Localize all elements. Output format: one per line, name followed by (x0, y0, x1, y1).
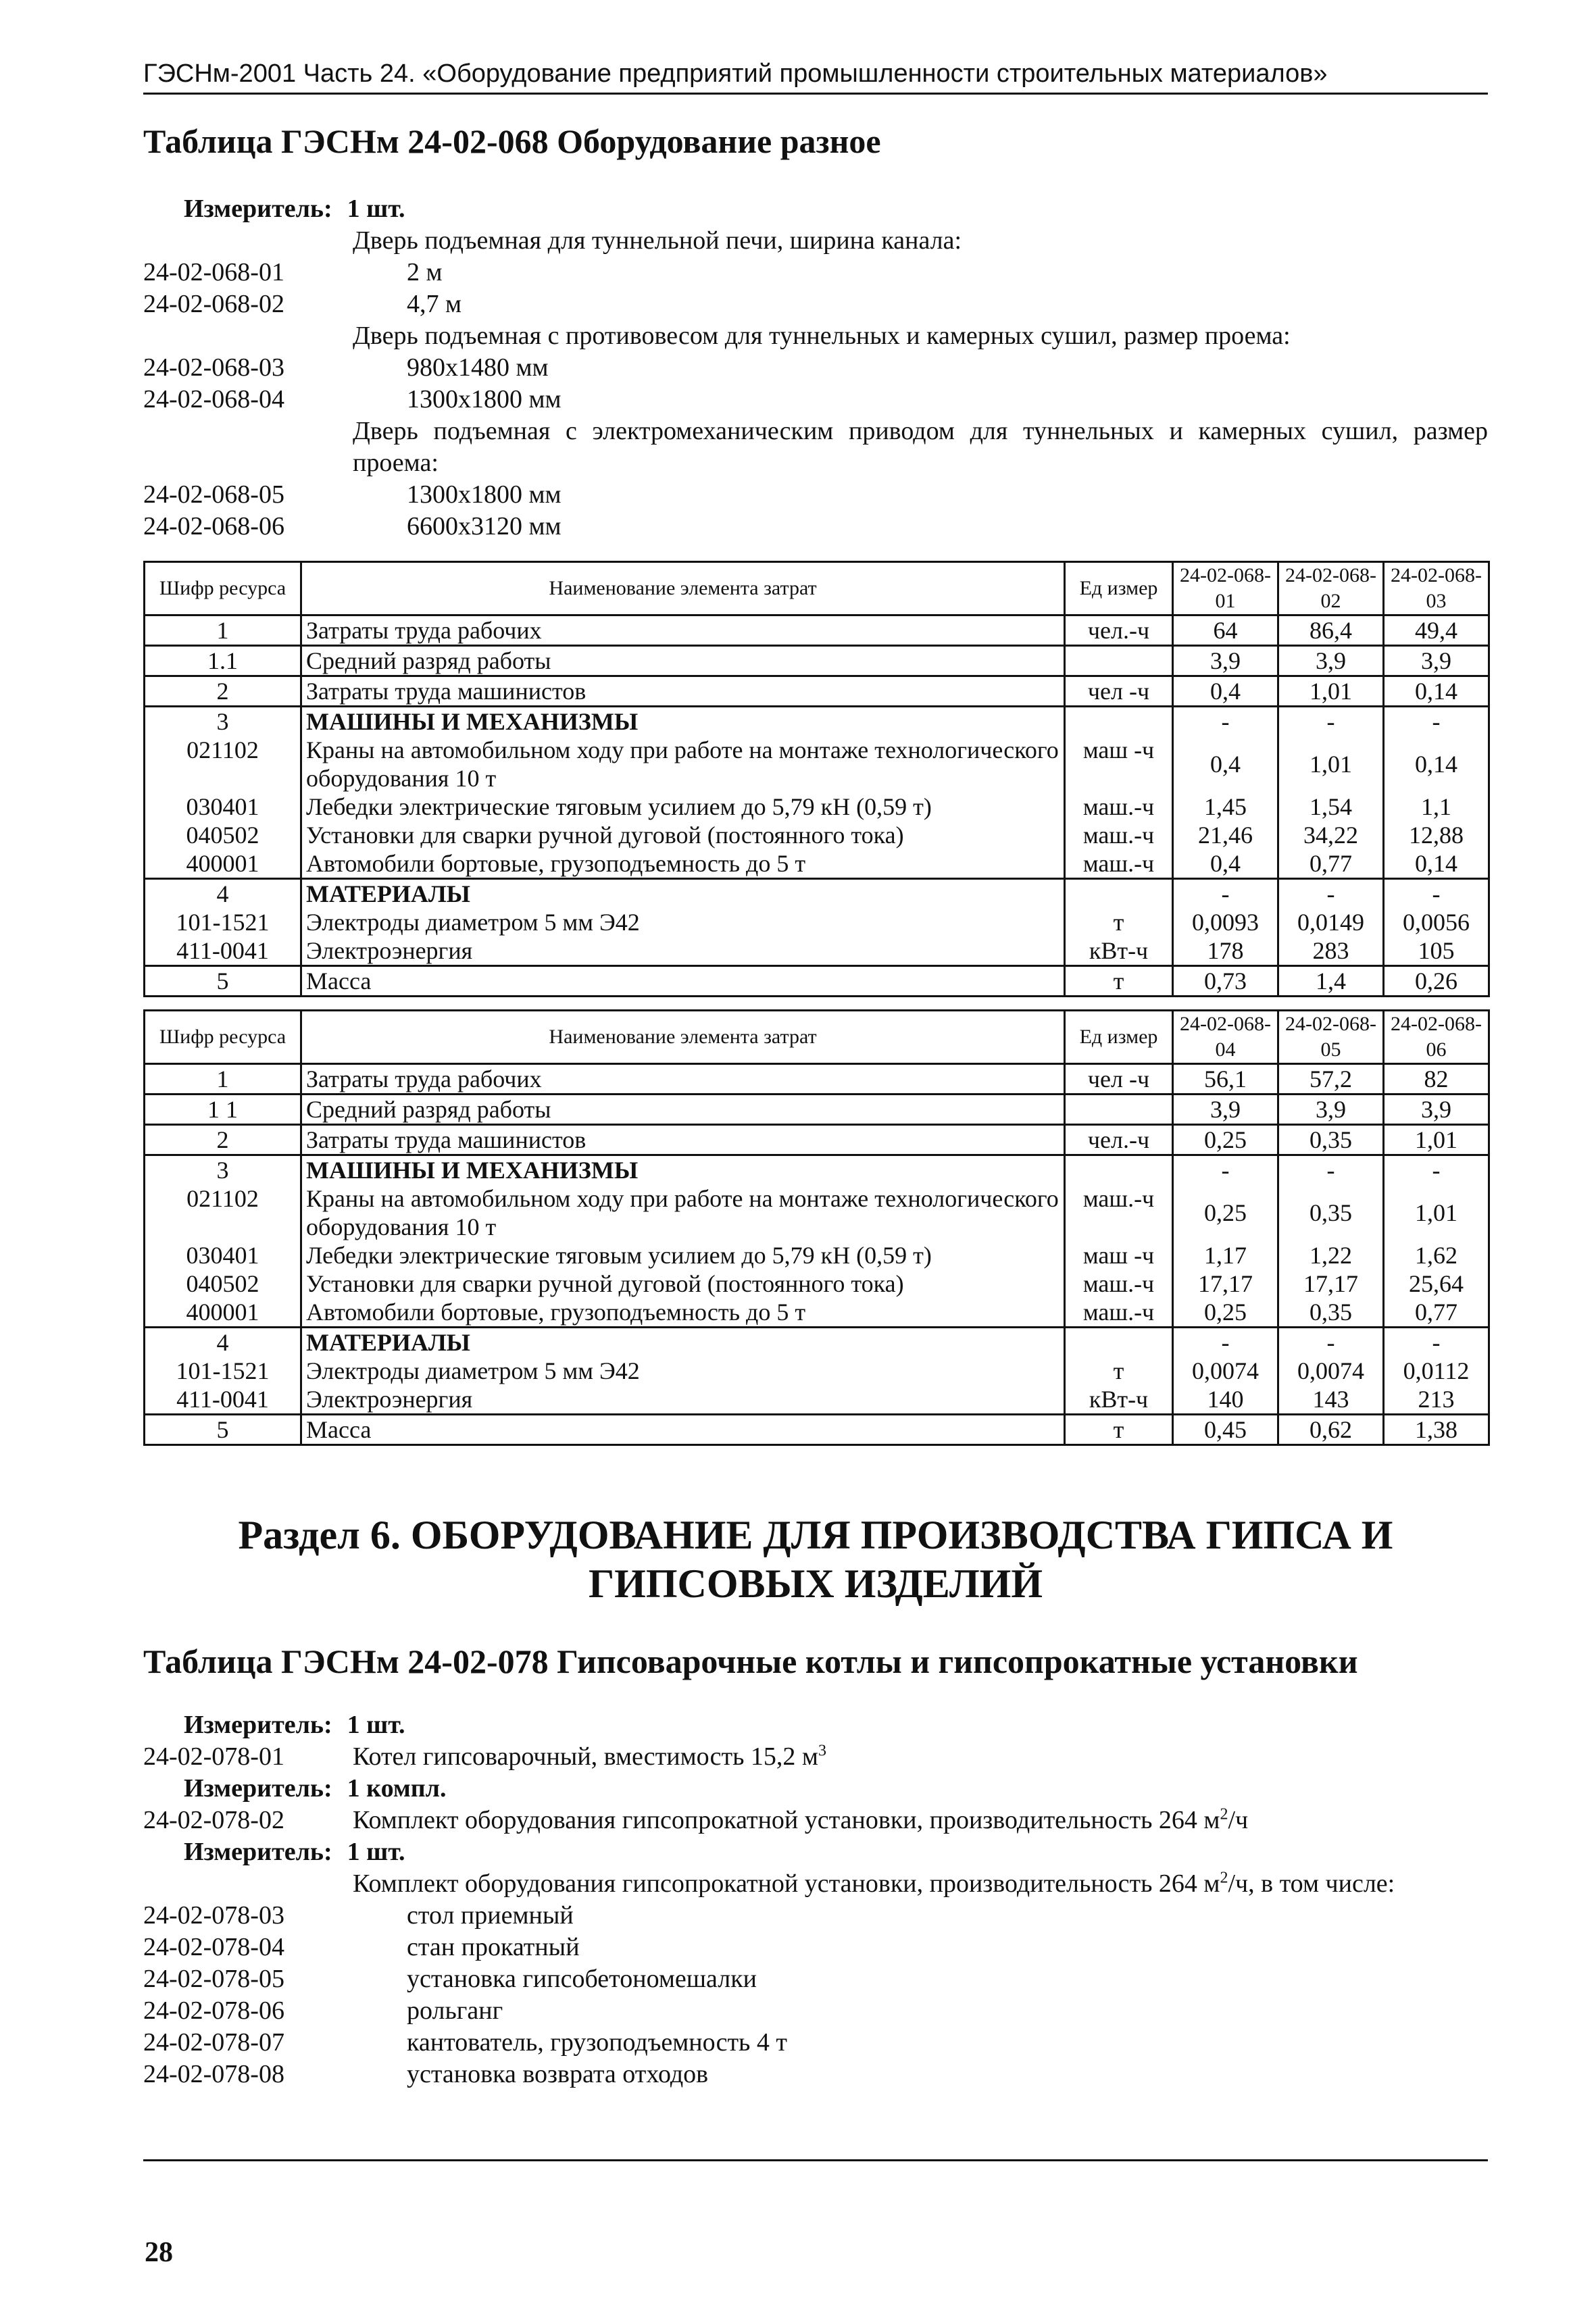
table-title-078: Таблица ГЭСНм 24-02-078 Гипсоварочные котлы и гипсопрокатные установки (143, 1642, 1358, 1680)
value-cell: 0,35 (1278, 1125, 1384, 1155)
item-code: 24-02-078-08 (143, 2060, 284, 2088)
value-cell: 64 (1173, 615, 1278, 646)
value-cell: 0,26 (1384, 966, 1489, 997)
item-text: Комплект оборудования гипсопрокатной установки, производительность 264 $м^2/ч$ (353, 1805, 1249, 1834)
code-cell: 101-1521 (145, 1357, 301, 1385)
value-cell: - (1384, 1328, 1489, 1357)
item-code: 24-02-068-02 (143, 290, 284, 318)
table-row (145, 936, 1489, 966)
value-cell: 0,0074 (1173, 1357, 1278, 1385)
bottom-rule (143, 2159, 1488, 2161)
code-cell: 3 (145, 1155, 301, 1185)
item-text: установка возврата отходов (407, 2060, 709, 2088)
value-cell: 12,88 (1384, 821, 1489, 849)
name-cell: Краны на автомобильном ходу при работе на монтаже технологического оборудования 10 т (301, 736, 1065, 793)
code-cell: 1 (145, 615, 301, 646)
value-cell: 1,17 (1173, 1241, 1278, 1269)
name-cell: Средний разряд работы (301, 646, 1065, 676)
value-cell: 82 (1384, 1064, 1489, 1095)
table-row (145, 849, 1489, 879)
code-cell: 5 (145, 1415, 301, 1445)
code-cell: 1.1 (145, 646, 301, 676)
value-cell: 3,9 (1384, 1095, 1489, 1125)
unit-cell: чел -ч (1065, 1064, 1173, 1095)
table-row (145, 879, 1489, 909)
unit-cell (1065, 707, 1173, 736)
item-code: 24-02-078-03 (143, 1901, 284, 1930)
item-text: 1300x1800 мм (407, 385, 562, 413)
table-row (145, 1298, 1489, 1328)
table-row (145, 736, 1489, 793)
value-cell: 0,0149 (1278, 908, 1384, 936)
value-cell: 0,0093 (1173, 908, 1278, 936)
code-cell: 411-0041 (145, 936, 301, 966)
measure-line: Измеритель: 1 компл. (184, 1774, 447, 1803)
name-cell: Автомобили бортовые, грузоподъемность до 5 т (301, 849, 1065, 879)
value-cell: 1,1 (1384, 793, 1489, 821)
value-cell: 34,22 (1278, 821, 1384, 849)
value-cell: - (1278, 879, 1384, 909)
unit-cell: маш.-ч (1065, 849, 1173, 879)
code-cell: 411-0041 (145, 1385, 301, 1415)
name-cell: МАШИНЫ И МЕХАНИЗМЫ (301, 1155, 1065, 1185)
code-cell: 5 (145, 966, 301, 997)
value-cell: 1,45 (1173, 793, 1278, 821)
measure-line: Измеритель: 1 шт. (184, 1711, 405, 1739)
value-cell: - (1384, 707, 1489, 736)
unit-cell: т (1065, 908, 1173, 936)
value-cell: 17,17 (1173, 1269, 1278, 1298)
table-row (145, 1064, 1489, 1095)
table-row (145, 1328, 1489, 1357)
unit-cell (1065, 879, 1173, 909)
running-header: ГЭСНм-2001 Часть 24. «Оборудование предприятий промышленности строительных материалов» (143, 59, 1488, 95)
item-code: 24-02-078-04 (143, 1933, 284, 1961)
table-row (145, 707, 1489, 736)
unit-cell (1065, 1328, 1173, 1357)
name-cell: Электроэнергия (301, 1385, 1065, 1415)
value-cell: 21,46 (1173, 821, 1278, 849)
value-cell: 283 (1278, 936, 1384, 966)
table-row (145, 1125, 1489, 1155)
value-cell: 0,4 (1173, 849, 1278, 879)
table-row (145, 793, 1489, 821)
table-row (145, 1385, 1489, 1415)
name-cell: Электроды диаметром 5 мм Э42 (301, 908, 1065, 936)
item-text: установка гипсобетономешалки (407, 1965, 757, 1993)
page-number: 28 (145, 2237, 173, 2268)
item-code: 24-02-068-01 (143, 258, 284, 286)
value-cell: 213 (1384, 1385, 1489, 1415)
value-cell: 3,9 (1278, 1095, 1384, 1125)
table-row (145, 1269, 1489, 1298)
code-cell: 4 (145, 1328, 301, 1357)
table-row (145, 1357, 1489, 1385)
col-header-name: Наименование элемента затрат (301, 1011, 1065, 1064)
value-cell: 25,64 (1384, 1269, 1489, 1298)
measure-line: Измеритель: 1 шт. (184, 1838, 405, 1866)
table-row (145, 1155, 1489, 1185)
table-row (145, 615, 1489, 646)
item-code: 24-02-078-07 (143, 2028, 284, 2057)
unit-cell (1065, 646, 1173, 676)
name-cell: Масса (301, 1415, 1065, 1445)
name-cell: Электроэнергия (301, 936, 1065, 966)
item-code: 24-02-078-05 (143, 1965, 284, 1993)
item-code: 24-02-068-03 (143, 353, 284, 382)
code-cell: 400001 (145, 849, 301, 879)
unit-cell: маш -ч (1065, 736, 1173, 793)
item-text: кантователь, грузоподъемность 4 т (407, 2028, 787, 2057)
col-header-rate: 24-02-068-05 (1278, 1011, 1384, 1064)
code-cell: 101-1521 (145, 908, 301, 936)
col-header-unit: Ед измер (1065, 562, 1173, 615)
unit-cell: чел.-ч (1065, 615, 1173, 646)
code-cell: 2 (145, 676, 301, 707)
name-cell: Установки для сварки ручной дуговой (постоянного тока) (301, 821, 1065, 849)
value-cell: 56,1 (1173, 1064, 1278, 1095)
name-cell: Затраты труда машинистов (301, 676, 1065, 707)
name-cell: Средний разряд работы (301, 1095, 1065, 1125)
spec-068 (143, 193, 1488, 543)
value-cell: 3,9 (1384, 646, 1489, 676)
section-title-line: Раздел 6. ОБОРУДОВАНИЕ ДЛЯ ПРОИЗВОДСТВА ГИПСА И (238, 1513, 1393, 1557)
value-cell: 0,14 (1384, 676, 1489, 707)
measure-line: Измеритель: 1 шт. (184, 195, 405, 223)
resource-table-068-04-06 (143, 1009, 1490, 1446)
value-cell: 1,38 (1384, 1415, 1489, 1445)
unit-cell: т (1065, 1415, 1173, 1445)
code-cell: 4 (145, 879, 301, 909)
value-cell: 0,35 (1278, 1184, 1384, 1241)
unit-cell: маш.-ч (1065, 793, 1173, 821)
value-cell: 1,22 (1278, 1241, 1384, 1269)
value-cell: 0,62 (1278, 1415, 1384, 1445)
name-cell: МАТЕРИАЛЫ (301, 1328, 1065, 1357)
col-header-rate: 24-02-068-01 (1173, 562, 1278, 615)
col-header-name: Наименование элемента затрат (301, 562, 1065, 615)
value-cell: 178 (1173, 936, 1278, 966)
code-cell: 021102 (145, 1184, 301, 1241)
group-heading: Дверь подъемная с электромеханическим приводом для туннельных и камерных сушил, размер проема: (353, 417, 1488, 477)
group-heading: Комплект оборудования гипсопрокатной установки, производительность 264 $м^2/ч$, в том числе: (353, 1869, 1395, 1898)
value-cell: 105 (1384, 936, 1489, 966)
value-cell: 3,9 (1173, 1095, 1278, 1125)
unit-cell (1065, 1155, 1173, 1185)
col-header-rate: 24-02-068-02 (1278, 562, 1384, 615)
code-cell: 1 1 (145, 1095, 301, 1125)
item-code: 24-02-068-04 (143, 385, 284, 413)
code-cell: 040502 (145, 1269, 301, 1298)
item-code: 24-02-078-01 (143, 1742, 284, 1771)
section-title-line: ГИПСОВЫХ ИЗДЕЛИЙ (588, 1561, 1043, 1606)
col-header-rate: 24-02-068-03 (1384, 562, 1489, 615)
code-cell: 400001 (145, 1298, 301, 1328)
item-text: 980x1480 мм (407, 353, 549, 382)
col-header-code: Шифр ресурса (145, 562, 301, 615)
value-cell: 1,01 (1278, 736, 1384, 793)
value-cell: - (1173, 879, 1278, 909)
code-cell: 040502 (145, 821, 301, 849)
unit-cell: кВт-ч (1065, 936, 1173, 966)
item-text: 4,7 м (407, 290, 462, 318)
value-cell: 0,25 (1173, 1125, 1278, 1155)
name-cell: Лебедки электрические тяговым усилием до 5,79 кН (0,59 т) (301, 793, 1065, 821)
value-cell: 0,45 (1173, 1415, 1278, 1445)
value-cell: 0,4 (1173, 736, 1278, 793)
value-cell: 3,9 (1278, 646, 1384, 676)
table-row (145, 676, 1489, 707)
name-cell: Затраты труда машинистов (301, 1125, 1065, 1155)
table-row (145, 1415, 1489, 1445)
item-text: 6600x3120 мм (407, 512, 562, 540)
item-text: стол приемный (407, 1901, 574, 1930)
resource-table-068-01-03 (143, 561, 1490, 997)
unit-cell: чел.-ч (1065, 1125, 1173, 1155)
name-cell: Затраты труда рабочих (301, 615, 1065, 646)
value-cell: 86,4 (1278, 615, 1384, 646)
value-cell: 1,4 (1278, 966, 1384, 997)
value-cell: 0,77 (1384, 1298, 1489, 1328)
item-code: 24-02-068-06 (143, 512, 284, 540)
value-cell: 49,4 (1384, 615, 1489, 646)
name-cell: МАШИНЫ И МЕХАНИЗМЫ (301, 707, 1065, 736)
code-cell: 3 (145, 707, 301, 736)
value-cell: 0,0056 (1384, 908, 1489, 936)
value-cell: 0,25 (1173, 1184, 1278, 1241)
table-row (145, 646, 1489, 676)
spec-078 (143, 1709, 1488, 2090)
value-cell: - (1278, 1155, 1384, 1185)
value-cell: - (1173, 1328, 1278, 1357)
unit-cell: маш.-ч (1065, 1184, 1173, 1241)
value-cell: 1,01 (1384, 1125, 1489, 1155)
table-title-068: Таблица ГЭСНм 24-02-068 Оборудование разное (143, 122, 881, 160)
value-cell: 17,17 (1278, 1269, 1384, 1298)
value-cell: 3,9 (1173, 646, 1278, 676)
value-cell: 0,77 (1278, 849, 1384, 879)
name-cell: Масса (301, 966, 1065, 997)
value-cell: 1,01 (1278, 676, 1384, 707)
code-cell: 021102 (145, 736, 301, 793)
unit-cell: т (1065, 966, 1173, 997)
value-cell: - (1278, 707, 1384, 736)
unit-cell: маш.-ч (1065, 1298, 1173, 1328)
table-row (145, 1241, 1489, 1269)
unit-cell: т (1065, 1357, 1173, 1385)
col-header-unit: Ед измер (1065, 1011, 1173, 1064)
value-cell: 140 (1173, 1385, 1278, 1415)
value-cell: 57,2 (1278, 1064, 1384, 1095)
item-text: 1300x1800 мм (407, 480, 562, 509)
item-text: рольганг (407, 1996, 503, 2025)
unit-cell: маш -ч (1065, 1241, 1173, 1269)
value-cell: 0,4 (1173, 676, 1278, 707)
table-row (145, 908, 1489, 936)
table-row (145, 1095, 1489, 1125)
unit-cell: маш.-ч (1065, 1269, 1173, 1298)
value-cell: - (1384, 879, 1489, 909)
value-cell: 0,0112 (1384, 1357, 1489, 1385)
col-header-code: Шифр ресурса (145, 1011, 301, 1064)
table-row (145, 1184, 1489, 1241)
item-code: 24-02-068-05 (143, 480, 284, 509)
name-cell: Лебедки электрические тяговым усилием до 5,79 кН (0,59 т) (301, 1241, 1065, 1269)
name-cell: Установки для сварки ручной дуговой (постоянного тока) (301, 1269, 1065, 1298)
unit-cell: чел -ч (1065, 676, 1173, 707)
item-text: Котел гипсоварочный, вместимость 15,2 $м^3$ (353, 1742, 826, 1771)
item-code: 24-02-078-02 (143, 1806, 284, 1834)
group-heading: Дверь подъемная для туннельной печи, ширина канала: (353, 226, 962, 255)
value-cell: 0,73 (1173, 966, 1278, 997)
value-cell: 0,35 (1278, 1298, 1384, 1328)
value-cell: - (1173, 707, 1278, 736)
unit-cell: кВт-ч (1065, 1385, 1173, 1415)
value-cell: - (1173, 1155, 1278, 1185)
value-cell: - (1278, 1328, 1384, 1357)
name-cell: Автомобили бортовые, грузоподъемность до 5 т (301, 1298, 1065, 1328)
value-cell: 0,14 (1384, 736, 1489, 793)
col-header-rate: 24-02-068-06 (1384, 1011, 1489, 1064)
value-cell: 143 (1278, 1385, 1384, 1415)
unit-cell: маш.-ч (1065, 821, 1173, 849)
code-cell: 1 (145, 1064, 301, 1095)
name-cell: Затраты труда рабочих (301, 1064, 1065, 1095)
table-row (145, 966, 1489, 997)
value-cell: 0,14 (1384, 849, 1489, 879)
section-title (143, 1511, 1488, 1608)
unit-cell (1065, 1095, 1173, 1125)
item-code: 24-02-078-06 (143, 1996, 284, 2025)
value-cell: 1,62 (1384, 1241, 1489, 1269)
value-cell: 1,01 (1384, 1184, 1489, 1241)
item-text: 2 м (407, 258, 443, 286)
code-cell: 030401 (145, 1241, 301, 1269)
group-heading: Дверь подъемная с противовесом для туннельных и камерных сушил, размер проема: (353, 322, 1291, 350)
table-row (145, 821, 1489, 849)
name-cell: МАТЕРИАЛЫ (301, 879, 1065, 909)
value-cell: - (1384, 1155, 1489, 1185)
name-cell: Электроды диаметром 5 мм Э42 (301, 1357, 1065, 1385)
code-cell: 2 (145, 1125, 301, 1155)
col-header-rate: 24-02-068-04 (1173, 1011, 1278, 1064)
value-cell: 1,54 (1278, 793, 1384, 821)
name-cell: Краны на автомобильном ходу при работе на монтаже технологического оборудования 10 т (301, 1184, 1065, 1241)
item-text: стан прокатный (407, 1933, 580, 1961)
value-cell: 0,25 (1173, 1298, 1278, 1328)
value-cell: 0,0074 (1278, 1357, 1384, 1385)
code-cell: 030401 (145, 793, 301, 821)
